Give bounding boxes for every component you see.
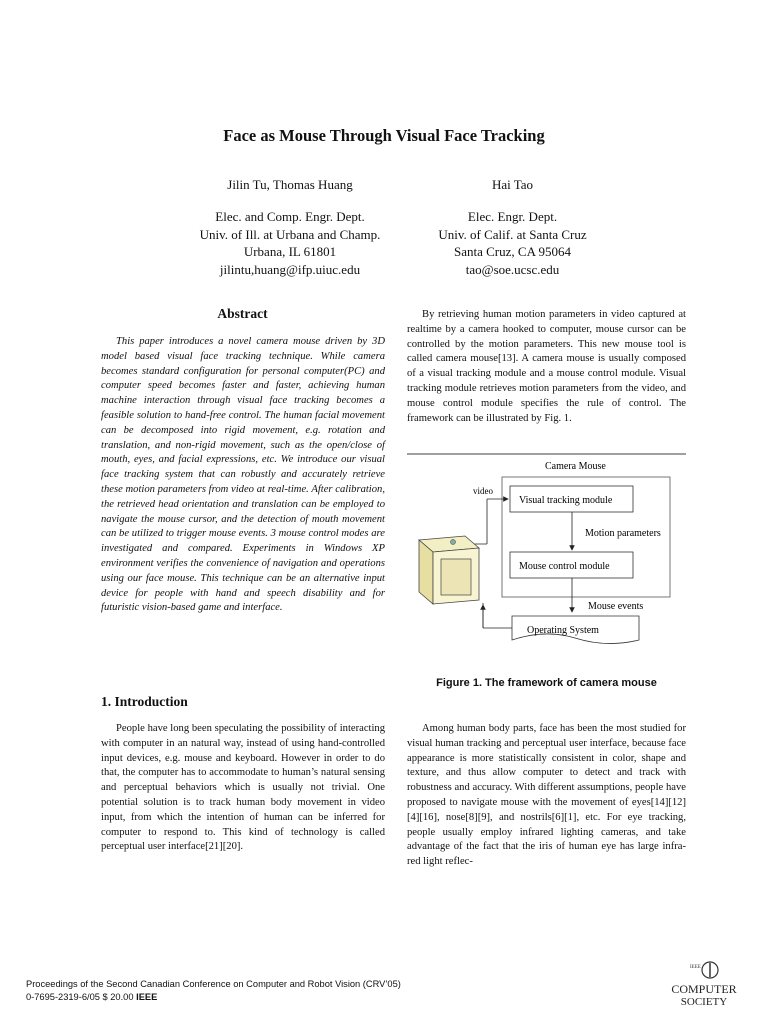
section-heading-introduction: 1. Introduction — [101, 694, 188, 709]
affiliation-line: Elec. Engr. Dept. — [467, 209, 558, 224]
footer-isbn-text: 0-7695-2319-6/05 $ 20.00 — [26, 992, 137, 1002]
affiliation-right — [390, 208, 635, 278]
video-label: video — [473, 486, 493, 496]
framework-diagram — [407, 452, 686, 662]
footer-ieee: IEEE — [136, 992, 158, 1002]
abstract-text: This paper introduces a novel camera mouse driven by 3D model based visual face tracking technique. While camera becomes standard configuration for personal computer(PC) and computer speed becomes faster and faster, achieving human machine interaction through visual face tracking becomes a feasible solution to hand-free control. The human facial movement can be decomposed into rigid movement, e.g. rotation and translation, and non-rigid movement, such as the open/close of mouth, eyes, and facial expressions, etc. We introduce our visual face tracking system that can robustly and accurately retrieve these motion parameters from video at real-time. After calibration, the retrieved head orientation and translation can be employed to navigate the mouse cursor, and the detection of mouth movement can be utilized to trigger mouse events. 3 mouse control modes are investigated and compared. Experiments in Windows XP environment verifies the convenience of navigation and operations using our face mouse. This technique can be an alternative input device for people with hand and speech disability and for futuristic vision-based game and interface. — [101, 336, 385, 614]
right-column-intro: By retrieving human motion parameters in video captured at realtime by a camera hooked to computer, mouse cursor can be controlled by the motion parameters. This new mouse tool is called camera mouse[13]. A camera mouse is usually composed of a visual tracking module and a mouse control module. Visual tracking module retrieves motion parameters from the video, and mouse control module specifies the rule of control. The framework can be illustrated by Fig. 1. — [407, 309, 686, 424]
logo-graphic — [662, 960, 746, 1008]
logo-society: SOCIETY — [680, 996, 728, 1008]
paper-title: Face as Mouse Through Visual Face Tracking — [223, 126, 545, 145]
footer-proceedings: Proceedings of the Second Canadian Conference on Computer and Robot Vision (CRV’05) — [26, 979, 401, 989]
email: jilintu,huang@ifp.uiuc.edu — [219, 261, 361, 277]
visual-tracking-label: Visual tracking module — [519, 495, 613, 506]
logo-ieee: IEEE — [690, 965, 701, 970]
affiliation-line: Elec. and Comp. Engr. Dept. — [215, 209, 365, 224]
affiliation-line: Urbana, IL 61801 — [243, 244, 337, 259]
computer-society-logo — [662, 960, 746, 1008]
mouse-events-label: Mouse events — [588, 601, 644, 612]
operating-system-label: Operating System — [527, 625, 599, 636]
affiliation-left — [160, 208, 420, 278]
figure-1 — [407, 452, 686, 662]
authors-left — [160, 176, 420, 194]
introduction-text-left: People have long been speculating the possibility of interacting with computer in an natural way, instead of using hand-controlled input devices, e.g. mouse and keyboard. However in order to do that, the computer has to accommodate to human’s natural sensing and perceptual behaviors which is usually not trivial. One potential solution is to track human body movement in video input, from which the intention of human can be inferred for computer to respond to. This kind of technology is called perceptual user interface[21][20]. — [101, 723, 385, 853]
footer-isbn — [26, 991, 401, 1004]
camera-mouse-label: Camera Mouse — [545, 461, 606, 472]
abstract-heading: Abstract — [217, 306, 268, 321]
logo-computer: COMPUTER — [671, 982, 737, 996]
authors-right — [390, 176, 635, 194]
affiliation-line: Univ. of Ill. at Urbana and Champ. — [199, 226, 381, 242]
affiliation-line: Santa Cruz, CA 95064 — [454, 244, 571, 259]
email: tao@soe.ucsc.edu — [465, 261, 560, 277]
footer — [26, 978, 401, 1004]
monitor-icon — [419, 536, 479, 604]
introduction-text-right: Among human body parts, face has been the most studied for visual human tracking and perceptual user interface, because face appearance is more statistically consistent in color, shape and texture, and thus allow computer to detect and track with robustness and accuracy. With different assumptions, people have proposed to navigate mouse with the movement of eyes[14][12][4][16], nose[8][9], and nostrils[6][1], etc. For eye tracking, people usually employ infrared lighting cameras, and take advantage of the fact that the iris of human eye has large infra-red light reflec- — [407, 723, 686, 868]
author-names-left: Jilin Tu, Thomas Huang — [227, 177, 353, 192]
motion-parameters-label: Motion parameters — [585, 528, 661, 539]
affiliation-line: Univ. of Calif. at Santa Cruz — [438, 226, 587, 242]
mouse-control-label: Mouse control module — [519, 561, 610, 572]
author-names-right: Hai Tao — [491, 177, 534, 192]
figure-caption: Figure 1. The framework of camera mouse — [436, 677, 657, 689]
